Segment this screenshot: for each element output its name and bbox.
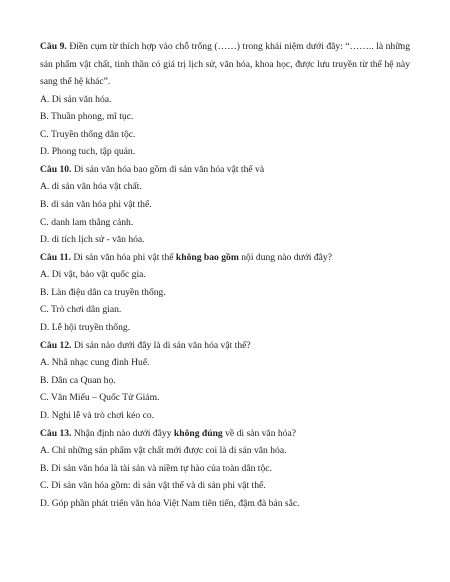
option-d: D. di tích lịch sử - văn hóa. xyxy=(40,234,145,246)
stem-text: Nhận định nào dưới đâyy xyxy=(71,427,174,439)
option-b: B. Làn điệu dân ca truyền thống. xyxy=(40,286,166,298)
option-d: D. Góp phần phát triển văn hóa Việt Nam tiên tiến, đậm đà bản sắc. xyxy=(40,497,300,509)
stem-text: Điền cụm từ thích hợp vào chỗ trống (……) trong khái niệm dưới đây: “…….. là những sản phẩm vật chất, tinh thần có giá trị lịch sử, văn hóa, khoa học, được lưu truyền từ thế hệ này sang thế hệ khác”. xyxy=(40,41,410,87)
question-number: Câu 13. xyxy=(40,427,72,439)
option-a: A. di sản văn hóa vật chất. xyxy=(40,181,142,193)
option-d: D. Nghi lễ và trò chơi kéo co. xyxy=(40,409,155,421)
question-13 xyxy=(40,425,410,513)
option-d: D. Lễ hội truyền thống. xyxy=(40,322,131,334)
option-c: C. Di sản văn hóa gồm: di sản vật thể và di sản phi vật thể. xyxy=(40,480,266,492)
stem-text: nội dung nào dưới đây? xyxy=(238,251,332,263)
question-number: Câu 12. xyxy=(40,339,72,351)
question-number: Câu 11. xyxy=(40,251,71,263)
question-stem xyxy=(40,161,410,179)
question-stem xyxy=(40,425,410,443)
option-c: C. Trò chơi dân gian. xyxy=(40,304,122,316)
option-a: A. Di sản văn hóa. xyxy=(40,93,112,105)
question-number: Câu 9. xyxy=(40,41,67,52)
question-stem xyxy=(40,337,410,355)
option-a: A. Di vật, bảo vật quốc gia. xyxy=(40,269,146,281)
option-c: C. danh lam thắng cảnh. xyxy=(40,216,134,228)
stem-emphasis: không đúng xyxy=(173,427,223,439)
question-11 xyxy=(40,249,410,337)
question-9 xyxy=(40,38,410,161)
question-12 xyxy=(40,337,410,425)
option-b: B. Thuần phong, mĩ tục. xyxy=(40,111,134,123)
question-10 xyxy=(40,161,410,249)
option-c: C. Văn Miếu – Quốc Tử Giám. xyxy=(40,392,160,404)
stem-emphasis: không bao gồm xyxy=(175,251,239,263)
question-number: Câu 10. xyxy=(40,163,72,175)
stem-text: Di sản nào dưới đây là di sản văn hóa vật thể? xyxy=(71,339,251,351)
option-b: B. di sản văn hóa phi vật thể. xyxy=(40,198,152,210)
stem-text: Di sản văn hóa phi vật thể xyxy=(70,251,176,263)
option-d: D. Phong tuch, tập quán. xyxy=(40,146,136,158)
stem-text: về di sản văn hóa? xyxy=(222,427,296,439)
question-stem xyxy=(40,38,410,91)
option-b: B. Di sản văn hóa là tài sản và niềm tự hào của toàn dân tộc. xyxy=(40,462,272,474)
option-c: C. Truyền thống dân tộc. xyxy=(40,128,136,140)
question-stem xyxy=(40,249,410,267)
option-a: A. Chỉ những sản phẩm vật chất mới được coi là di sản văn hóa. xyxy=(40,445,287,456)
option-b: B. Dân ca Quan họ. xyxy=(40,374,116,386)
stem-text: Di sản văn hóa bao gồm di sản văn hóa vật thể và xyxy=(71,163,265,175)
option-a: A. Nhã nhạc cung đình Huế. xyxy=(40,357,150,369)
